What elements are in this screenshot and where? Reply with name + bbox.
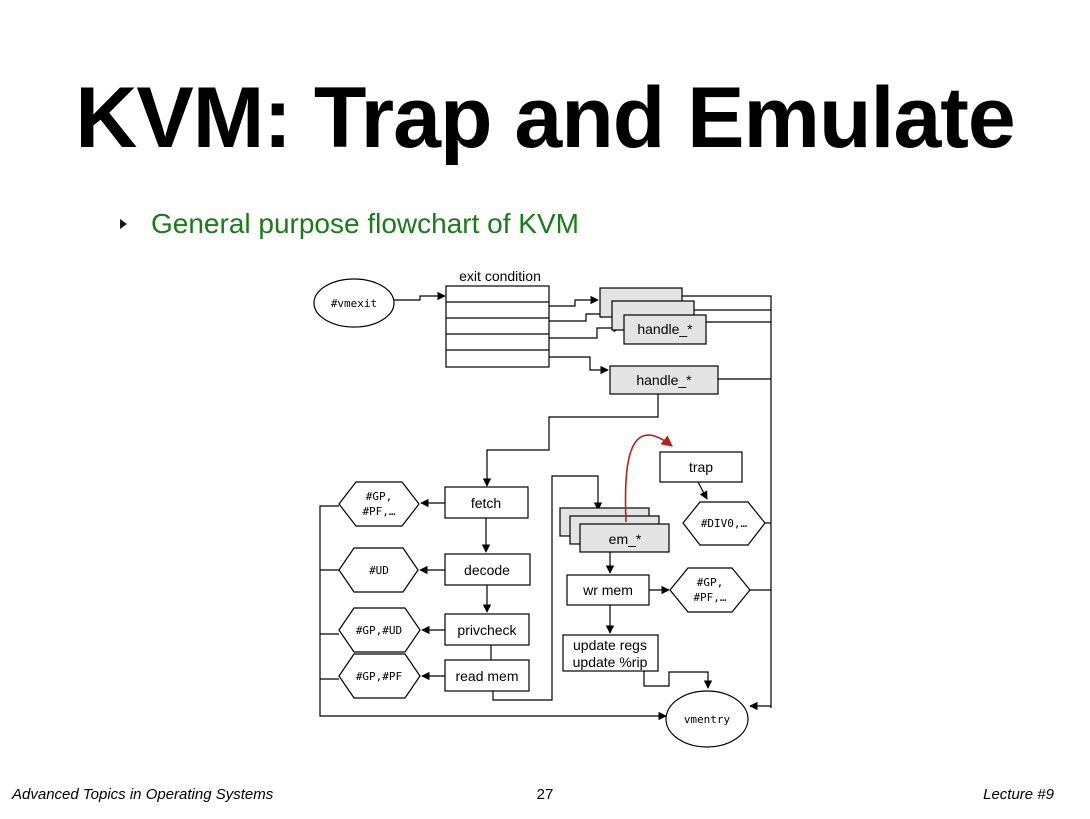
bullet-text: General purpose flowchart of KVM	[151, 208, 579, 239]
div0-exception	[683, 502, 765, 545]
edge-trap-div0	[698, 482, 707, 499]
decode-exception	[339, 548, 418, 592]
svg-text:wr mem: wr mem	[583, 582, 633, 598]
fetch-exception	[339, 482, 419, 526]
svg-text:decode: decode	[464, 562, 510, 578]
handle-label-1: handle_*	[637, 321, 693, 337]
svg-text:#vmexit: #vmexit	[330, 297, 378, 310]
svg-text:privcheck: privcheck	[457, 622, 517, 638]
slide-title: KVM: Trap and Emulate	[75, 70, 1015, 166]
edge-update-vmentry	[644, 671, 708, 688]
svg-text:fetch: fetch	[470, 495, 502, 511]
svg-text:update %rip: update %rip	[572, 654, 648, 670]
edge-handle-fetch	[487, 394, 658, 486]
svg-text:#PF,…: #PF,…	[693, 591, 727, 604]
svg-text:#DIV0,…: #DIV0,…	[700, 517, 748, 530]
vmentry-node	[666, 691, 748, 747]
read-mem-node	[445, 660, 529, 691]
privcheck-exception	[339, 608, 420, 652]
svg-text:update regs: update regs	[573, 637, 647, 653]
svg-text:read mem: read mem	[455, 668, 519, 684]
footer-page-number: 27	[536, 786, 554, 803]
em-label: em_*	[608, 531, 642, 547]
handle-label-2: handle_*	[636, 372, 692, 388]
vmexit-node	[314, 279, 394, 327]
edge-vmexit-table	[394, 296, 445, 300]
decode-node	[445, 554, 530, 585]
wrmem-exception	[670, 568, 750, 612]
svg-text:trap: trap	[688, 459, 714, 475]
svg-text:vmentry: vmentry	[683, 713, 731, 726]
readmem-exception	[339, 654, 420, 698]
svg-text:#UD: #UD	[369, 564, 389, 577]
svg-text:#GP,: #GP,	[696, 576, 724, 589]
em-stack	[560, 508, 669, 552]
exit-condition-table	[446, 286, 549, 367]
footer-course: Advanced Topics in Operating Systems	[12, 786, 274, 803]
edge-table-handler-a	[549, 300, 598, 306]
fetch-node	[445, 487, 528, 518]
update-regs-node	[563, 635, 658, 671]
handler-single	[610, 366, 718, 394]
wr-mem-node	[567, 575, 649, 605]
svg-text:#PF,…: #PF,…	[362, 505, 396, 518]
trap-node	[660, 452, 742, 482]
footer-lecture: Lecture #9	[983, 786, 1054, 803]
edge-table-handler-c	[549, 328, 621, 338]
exit-condition-label: exit condition	[459, 268, 541, 284]
privcheck-node	[445, 614, 529, 645]
svg-text:#GP,: #GP,	[365, 490, 393, 503]
edge-table-handler-d	[549, 357, 608, 370]
svg-text:#GP,#UD: #GP,#UD	[355, 624, 403, 637]
svg-text:#GP,#PF: #GP,#PF	[355, 670, 403, 683]
